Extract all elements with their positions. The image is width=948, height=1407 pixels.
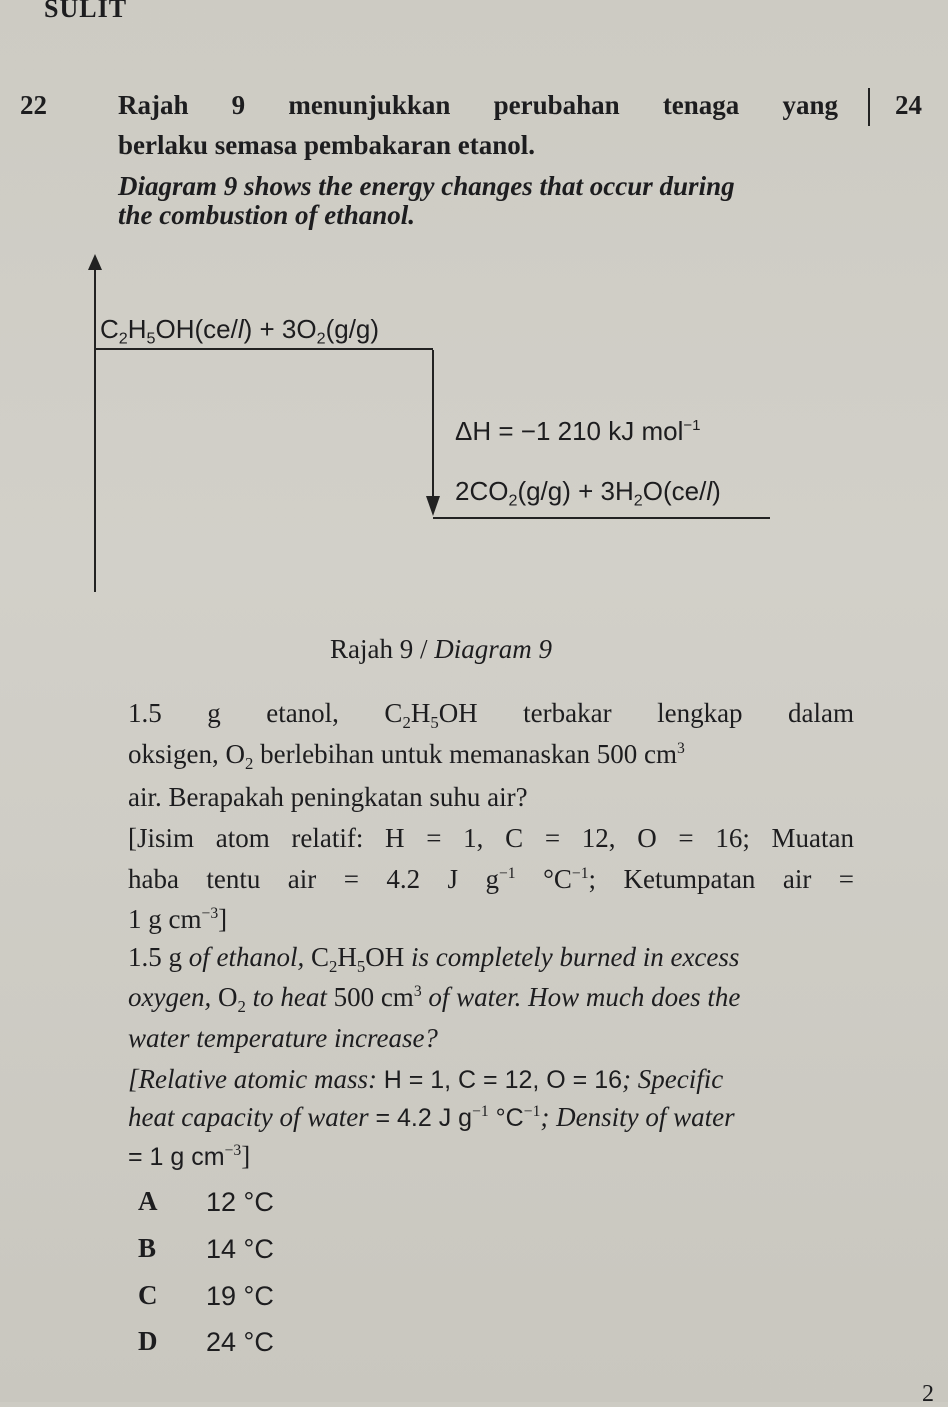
option-c-letter: C — [138, 1280, 158, 1310]
body-line-en — [128, 944, 739, 976]
text-segment: C — [311, 942, 330, 972]
text-segment: heat capacity of water — [128, 1102, 376, 1133]
text-segment: (g/g) — [325, 314, 380, 344]
reactant-level-line — [95, 348, 433, 350]
text-segment: 2CO — [455, 476, 509, 506]
energy-axis-arrow-icon — [88, 254, 102, 270]
intro-line — [118, 92, 838, 119]
text-segment: 5 — [430, 712, 439, 732]
text-segment: Rajah 9 menunjukkan perubahan tenaga yang — [118, 90, 838, 120]
text-segment: O(ce/ — [642, 476, 707, 506]
text-segment: OH terbakar lengkap dalam — [438, 698, 855, 728]
text-segment: Diagram 9 shows the energy changes that occur during — [118, 171, 735, 201]
text-segment: Diagram 9 — [434, 634, 552, 664]
text-segment: ; Density of water — [540, 1102, 735, 1133]
text-segment: 2 — [633, 491, 643, 510]
body-line-en — [128, 1143, 250, 1170]
option-a-value: 12 °C — [206, 1187, 274, 1217]
option-b-value: 14 °C — [206, 1234, 274, 1264]
text-segment: −1 — [571, 865, 589, 882]
text-segment: 5 — [356, 956, 366, 976]
text-segment: 2 — [118, 329, 128, 348]
text-segment: 2 — [316, 329, 326, 348]
text-segment: ] — [241, 1141, 251, 1172]
text-segment: O — [217, 982, 238, 1013]
text-segment: water temperature increase? — [128, 1023, 438, 1053]
text-segment: [Relative atomic mass: — [128, 1064, 384, 1094]
text-segment: 2 — [508, 491, 518, 510]
down-arrow-icon — [426, 496, 440, 516]
option-d-letter: D — [138, 1326, 158, 1356]
text-segment: to heat — [245, 982, 334, 1013]
text-segment: C — [100, 314, 119, 344]
text-segment: oksigen, O — [128, 739, 245, 770]
text-segment: = 1 g cm — [128, 1143, 225, 1172]
marks-label: 24 — [895, 90, 922, 120]
text-segment: −3 — [224, 1142, 242, 1159]
text-segment: oxygen, — [128, 982, 218, 1013]
text-segment: −1 — [523, 1103, 541, 1120]
text-segment: 3 — [413, 983, 422, 1000]
question-number: 22 — [20, 90, 47, 120]
text-segment: −1 — [472, 1103, 489, 1120]
text-segment: ) — [712, 476, 721, 506]
body-line-ms — [128, 741, 685, 773]
body-line-ms — [128, 866, 854, 893]
body-line-en — [128, 1066, 723, 1093]
text-segment: °C — [488, 1104, 524, 1133]
text-segment: ; Ketumpatan air = — [588, 864, 854, 895]
text-segment: of water. How much does the — [421, 982, 741, 1013]
products-label — [455, 478, 721, 509]
body-line-en — [128, 984, 740, 1016]
text-segment: 2 — [329, 956, 338, 976]
text-segment: l — [237, 314, 244, 344]
text-segment: 2 — [402, 712, 411, 732]
text-segment: 500 cm — [333, 982, 414, 1013]
option-d-value: 24 °C — [206, 1327, 274, 1357]
text-segment: H — [410, 698, 431, 728]
page-number: 2 — [922, 1381, 934, 1407]
product-level-line — [433, 517, 770, 519]
text-segment: H — [337, 942, 357, 972]
text-segment: 5 — [146, 329, 156, 348]
text-segment: of ethanol, — [188, 942, 311, 972]
text-segment: −3 — [201, 905, 219, 922]
text-segment: l — [706, 476, 713, 506]
sulit-header: SULIT — [44, 0, 128, 23]
text-segment: berlaku semasa pembakaran etanol. — [118, 130, 536, 160]
text-segment: Rajah 9 / — [330, 634, 435, 664]
text-segment: H = 1, C = 12, O = 16 — [383, 1066, 623, 1094]
text-segment: OH(ce/ — [155, 314, 238, 344]
text-segment: ) + 3O — [243, 314, 317, 344]
text-segment: 3 — [677, 740, 685, 757]
body-line-ms — [128, 825, 854, 852]
text-segment: is completely burned in excess — [411, 942, 740, 972]
body-line-ms — [128, 784, 528, 811]
text-segment: ] — [218, 904, 228, 935]
text-segment: 2 — [245, 754, 254, 774]
body-line-en — [128, 1104, 735, 1131]
delta-h-label — [455, 418, 701, 444]
text-segment: 1 g cm — [128, 904, 202, 935]
text-segment: −1 — [683, 417, 701, 435]
reactants-label — [100, 316, 379, 347]
energy-axis — [94, 262, 96, 592]
text-segment: 2 — [237, 997, 246, 1017]
text-segment: −1 — [498, 865, 516, 882]
body-line-ms — [128, 906, 227, 933]
text-segment: H — [127, 314, 147, 344]
diagram-caption — [330, 636, 552, 663]
text-segment: ΔH = −1 210 kJ mol — [455, 416, 684, 446]
text-segment: °C — [515, 864, 572, 895]
option-a-letter: A — [138, 1186, 158, 1216]
marks-divider — [868, 88, 870, 126]
text-segment: 1.5 g — [128, 942, 189, 972]
option-b-letter: B — [138, 1233, 157, 1263]
option-c-value: 19 °C — [206, 1281, 274, 1311]
text-segment: 1.5 g etanol, C — [128, 698, 403, 728]
text-segment: berlebihan untuk memanaskan 500 cm — [253, 739, 678, 770]
text-segment: ; Specific — [622, 1064, 724, 1094]
intro-line-en — [118, 173, 735, 200]
enthalpy-drop-line — [432, 350, 434, 500]
intro-line — [118, 132, 535, 159]
text-segment: the combustion of ethanol. — [118, 200, 416, 230]
body-line-en — [128, 1025, 438, 1052]
text-segment: (g/g) + 3H — [517, 476, 634, 506]
body-line-ms — [128, 700, 854, 732]
text-segment: [Jisim atom relatif: H = 1, C = 12, O = 16; Muatan — [128, 823, 854, 853]
text-segment: haba tentu air = 4.2 J g — [128, 864, 499, 895]
text-segment: = 4.2 J g — [375, 1104, 473, 1133]
text-segment: air. Berapakah peningkatan suhu air? — [128, 782, 528, 812]
intro-line-en — [118, 202, 415, 229]
text-segment: OH — [365, 942, 412, 972]
